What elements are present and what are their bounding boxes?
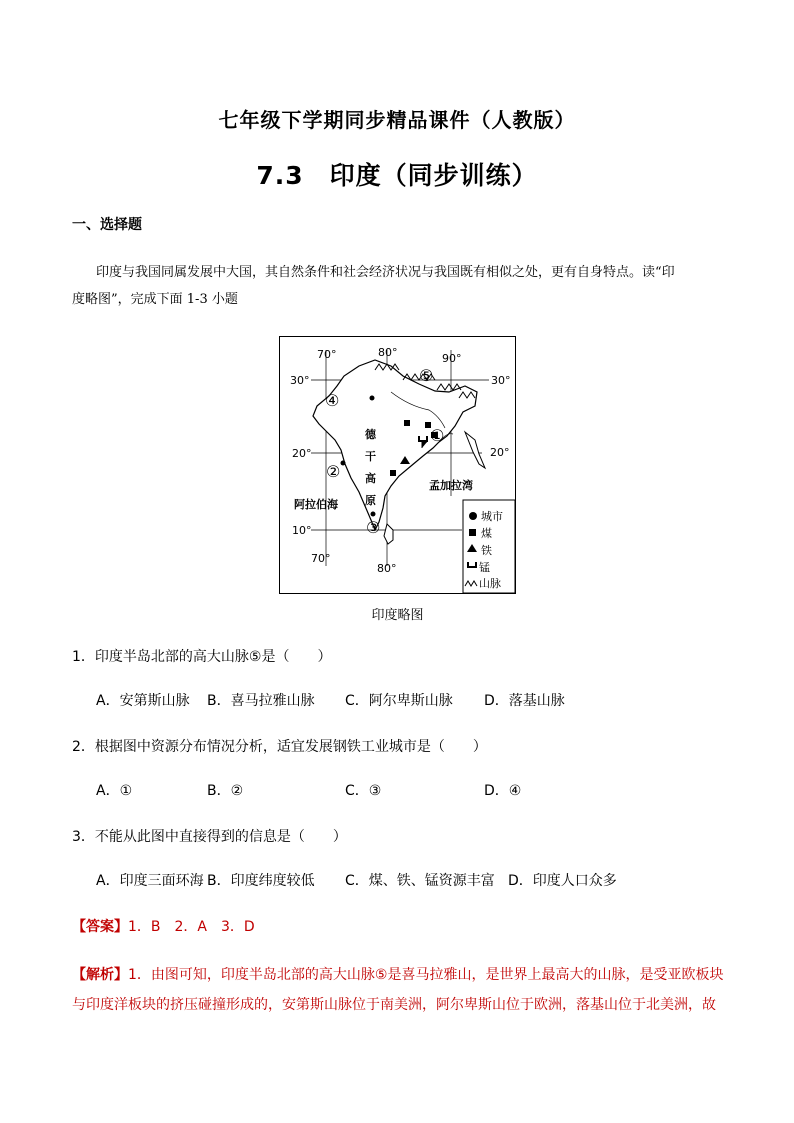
question-3-option-b: B．印度纬度较低 [207,873,315,889]
question-1-option-b: B．喜马拉雅山脉 [207,693,315,709]
coal-symbol [390,470,396,476]
analysis-label: 【解析】 [72,967,128,983]
city-dot-2 [341,461,346,466]
lon-label: 80° [378,346,398,359]
lon-label: 70° [311,552,331,565]
plateau-char: 高 [365,472,376,485]
lat-label: 30° [491,374,511,387]
question-2-stem: 2．根据图中资源分布情况分析，适宜发展钢铁工业城市是（ ） [72,739,487,755]
lon-label: 80° [377,562,397,575]
question-1-option-a: A．安第斯山脉 [96,693,190,709]
plateau-char: 德 [365,428,376,441]
analysis-text-1: 1．由图可知，印度半岛北部的高大山脉⑤是喜马拉雅山，是世界上最高大的山脉，是受亚欧板块 [128,967,724,983]
question-3-option-d: D．印度人口众多 [508,873,617,889]
answer-line [72,916,255,936]
plateau-char: 干 [365,450,376,463]
question-2-option-b: B．② [207,783,244,799]
question-3-option-c: C．煤、铁、锰资源丰富 [345,873,495,889]
document-title: 七年级下学期同步精品课件（人教版） [218,108,576,132]
india-sketch-map [279,336,516,594]
city-dot-4 [370,396,375,401]
city-dot-3 [371,512,376,517]
lon-label: 70° [317,348,337,361]
section-heading: 一、选择题 [72,217,142,233]
bay-of-bengal-label: 孟加拉湾 [429,479,473,492]
intro-paragraph-line1: 印度与我国同属发展中大国，其自然条件和社会经济状况与我国既有相似之处，更有自身特点。读“印 [96,265,675,280]
arabian-sea-label: 阿拉伯海 [294,498,338,511]
question-1-stem: 1．印度半岛北部的高大山脉⑤是（ ） [72,649,332,665]
lat-label: 20° [292,447,312,460]
marker-1: ① [430,426,445,445]
marker-4: ④ [325,391,340,410]
plateau-char: 原 [365,494,376,507]
lesson-title: 7.3 印度（同步训练） [256,161,538,190]
lat-label: 20° [490,446,510,459]
marker-3: ③ [366,518,381,537]
legend-city-icon [469,512,477,520]
question-1-option-d: D．落基山脉 [484,693,565,709]
lat-label: 10° [292,524,312,537]
lat-label: 30° [290,374,310,387]
question-2-option-a: A．① [96,783,133,799]
intro-paragraph-line2: 度略图”，完成下面 1-3 小题 [72,292,238,307]
question-2-option-c: C．③ [345,783,382,799]
legend-coal-icon [469,529,476,536]
question-2-option-d: D．④ [484,783,522,799]
question-1-option-c: C．阿尔卑斯山脉 [345,693,453,709]
question-3-stem: 3．不能从此图中直接得到的信息是（ ） [72,829,347,845]
legend-mountain: 山脉 [479,577,501,590]
marker-2: ② [326,462,341,481]
legend-iron: 铁 [481,544,492,557]
analysis-block [72,960,732,1020]
lon-label: 90° [442,352,462,365]
coal-symbol [404,420,410,426]
marker-5: ⑤ [419,366,434,385]
analysis-line2: 与印度洋板块的挤压碰撞形成的，安第斯山脉位于南美洲，阿尔卑斯山位于欧洲，落基山位于北美洲，故 [72,997,716,1013]
legend-manganese: 锰 [479,561,490,574]
map-caption: 印度略图 [371,608,424,623]
legend-city: 城市 [481,510,503,523]
answer-text: 1．B 2．A 3．D [128,919,255,935]
analysis-line1 [72,960,732,990]
legend-coal: 煤 [481,527,492,540]
answer-label: 【答案】 [72,919,128,935]
question-3-option-a: A．印度三面环海 [96,873,204,889]
